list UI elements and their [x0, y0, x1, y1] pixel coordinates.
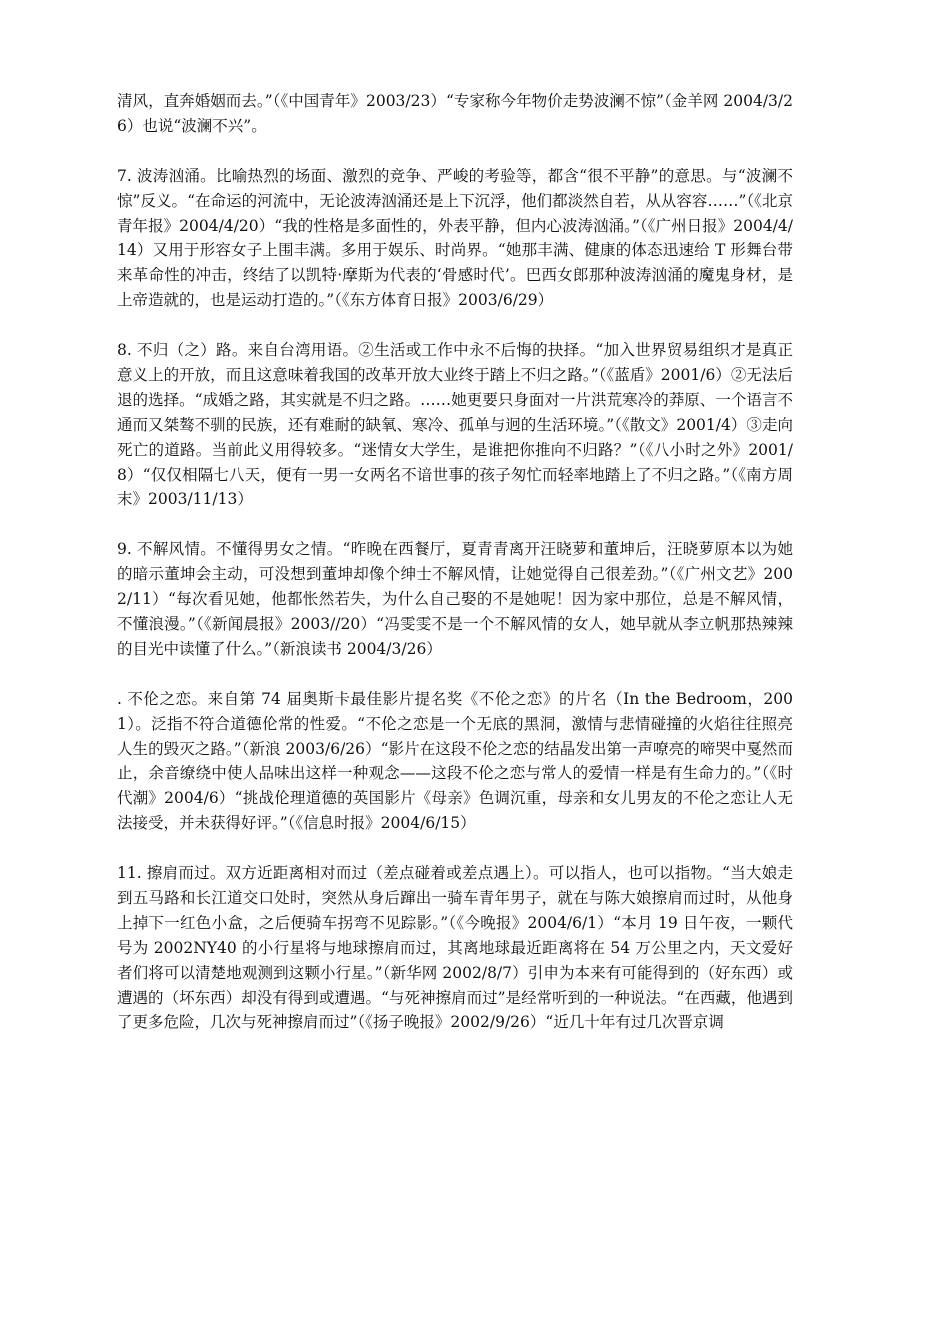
paragraph-entry-7: 7. 波涛汹涌。比喻热烈的场面、激烈的竞争、严峻的考验等，都含“很不平静”的意思。与“波澜不惊”反义。“在命运的河流中，无论波涛汹涌还是上下沉浮，他们都淡然自若，从从容容……”（《北京青年报》2004/4/20）“我的性格是多面性的，外表平静，但内心波涛汹涌。”（《广州日报》2004/4/14）又用于形容女子上围丰满。多用于娱乐、时尚界。“她那丰满、健康的体态迅速给 T 形舞台带来革命性的冲击，终结了以凯特·摩斯为代表的‘骨感时代’。巴西女郎那种波涛汹涌的魔鬼身材，是上帝造就的，也是运动打造的。”（《东方体育日报》2003/6/29）: [117, 166, 793, 310]
document-page: [117, 89, 793, 1060]
paragraph-entry-11: 11. 擦肩而过。双方近距离相对而过（差点碰着或差点遇上）。可以指人，也可以指物。“当大娘走到五马路和长江道交口处时，突然从身后蹿出一骑车青年男子，就在与陈大娘擦肩而过时，从他身上掉下一红色小盒，之后便骑车拐弯不见踪影。”（《今晚报》2004/6/1）“本月 19 日午夜，一颗代号为 2002NY40 的小行星将与地球擦肩而过，其离地球最近距离将在 54 万公里之内，天文爱好者们将可以清楚地观测到这颗小行星。”（新华网 2002/8/7）引申为本来有可能得到的（好东西）或遭遇的（坏东西）却没有得到或遭遇。“与死神擦肩而过”是经常听到的一种说法。“在西藏，他遇到了更多危险，几次与死神擦肩而过”（《扬子晚报》2002/9/26）“近几十年有过几次晋京调: [117, 864, 793, 1032]
paragraph-entry-9: 9. 不解风情。不懂得男女之情。“昨晚在西餐厅，夏青青离开汪晓萝和董坤后，汪晓萝原本以为她的暗示董坤会主动，可没想到董坤却像个绅士不解风情，让她觉得自己很差劲。”（《广州文艺》2002/11）“每次看见她，他都怅然若失，为什么自己娶的不是她呢！因为家中那位，总是不解风情，不懂浪漫。”（《新闻晨报》2003//20）“冯雯雯不是一个不解风情的女人，她早就从李立帆那热辣辣的目光中读懂了什么。”（新浪读书 2004/3/26）: [117, 540, 793, 658]
paragraph-entry-10: . 不伦之恋。来自第 74 届奥斯卡最佳影片提名奖《不伦之恋》的片名（In the Bedroom，2001）。泛指不符合道德伦常的性爱。“不伦之恋是一个无底的黑洞，激情与悲情碰撞的火焰往往照亮人生的毁灭之路。”（新浪 2003/6/26）“影片在这段不伦之恋的结晶发出第一声嘹亮的啼哭中戛然而止，余音缭绕中使人品味出这样一种观念——这段不伦之恋与常人的爱情一样是有生命力的。”（《时代潮》2004/6）“挑战伦理道德的英国影片《母亲》色调沉重，母亲和女儿男友的不伦之恋让人无法接受，并未获得好评。”（《信息时报》2004/6/15）: [117, 689, 793, 833]
paragraph-waves-calm-continued: 清风，直奔婚姻而去。”（《中国青年》2003/23）“专家称今年物价走势波澜不惊”（金羊网 2004/3/26）也说“波澜不兴”。: [117, 92, 793, 135]
paragraph-entry-8: 8. 不归（之）路。来自台湾用语。②生活或工作中永不后悔的抉择。“加入世界贸易组织才是真正意义上的开放，而且这意味着我国的改革开放大业终于踏上不归之路。”（《蓝盾》2001/6）②无法后退的选择。“成婚之路，其实就是不归之路。……她更要只身面对一片洪荒寒冷的莽原、一个语言不通而又桀骜不驯的民族，还有难耐的缺氧、寒冷、孤单与迥的生活环境。”（《散文》2001/4）③走向死亡的道路。当前此义用得较多。“迷情女大学生，是谁把你推向不归路？”（《八小时之外》2001/8）“仅仅相隔七八天，便有一男一女两名不谙世事的孩子匆忙而轻率地踏上了不归之路。”（《南方周末》2003/11/13）: [117, 341, 793, 509]
